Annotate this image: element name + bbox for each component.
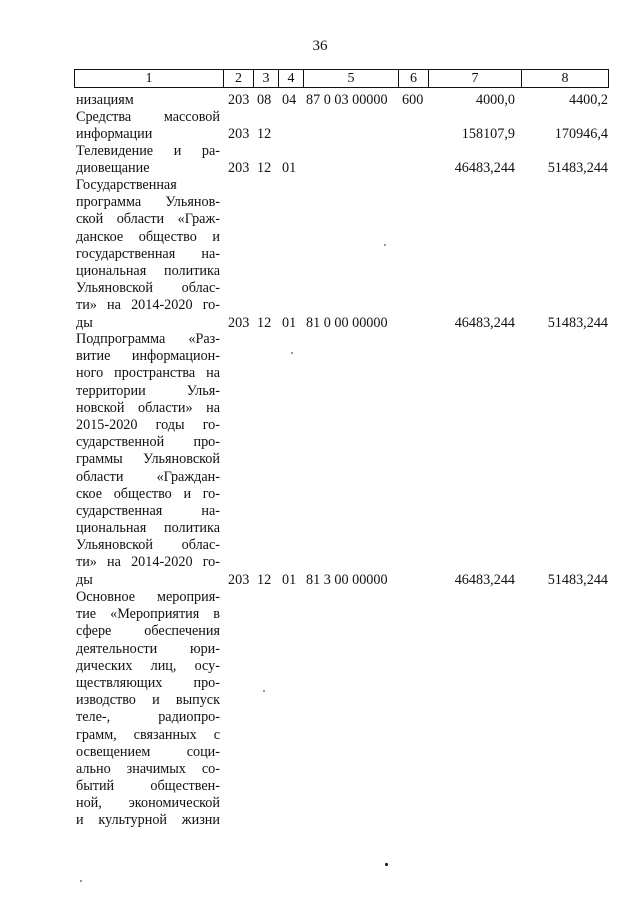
scan-speck <box>80 880 82 882</box>
description-line: тие «Мероприятия в <box>76 606 220 623</box>
row-description <box>76 143 220 177</box>
scan-speck <box>263 690 265 692</box>
description-line: Государственная <box>76 177 177 193</box>
cell-c5: 81 0 00 00000 <box>306 314 388 331</box>
description-line: области «Граждан- <box>76 468 220 485</box>
description-line: ды <box>76 571 93 588</box>
description-line: информации <box>76 126 153 143</box>
description-line: сударственной про- <box>76 434 220 451</box>
cell-c8: 51483,244 <box>547 571 608 588</box>
cell-c7: 46483,244 <box>454 314 515 331</box>
row-description <box>76 589 220 830</box>
cell-c2: 203 <box>228 126 250 143</box>
description-line: витие информацион- <box>76 348 220 365</box>
cell-c2: 203 <box>228 160 250 177</box>
cell-c7: 46483,244 <box>454 571 515 588</box>
description-line: ного пространства на <box>76 365 220 382</box>
description-line: Телевидение и ра- <box>76 143 220 159</box>
row-description <box>76 177 220 332</box>
cell-c3: 12 <box>257 160 272 177</box>
description-line: и культурной жизни <box>76 812 220 829</box>
description-line: бытий обществен- <box>76 778 220 795</box>
description-line: теле-, радиопро- <box>76 709 220 726</box>
cell-c2: 203 <box>228 92 250 108</box>
description-line: циональная политика <box>76 262 220 279</box>
cell-c3: 08 <box>257 92 272 108</box>
description-line: Средства массовой <box>76 109 220 125</box>
cell-c3: 12 <box>257 314 272 331</box>
description-line: ти» на 2014-2020 го- <box>76 554 220 571</box>
header-col-3: 3 <box>253 70 278 87</box>
description-line: ной, экономической <box>76 795 220 812</box>
description-line: 2015-2020 годы го- <box>76 416 220 433</box>
description-line: Ульяновской облас- <box>76 537 220 554</box>
cell-c2: 203 <box>228 314 250 331</box>
description-line: ды <box>76 314 93 331</box>
row-description <box>76 331 220 589</box>
cell-c6: 600 <box>402 92 424 108</box>
description-line: граммы Ульяновской <box>76 451 220 468</box>
cell-c7: 158107,9 <box>461 126 515 143</box>
description-line: данское общество и <box>76 228 220 245</box>
description-line: Подпрограмма «Раз- <box>76 331 220 347</box>
description-line: ществляющих про- <box>76 674 220 691</box>
description-line: освещением соци- <box>76 743 220 760</box>
row-description <box>76 109 220 143</box>
header-col-6: 6 <box>398 70 428 87</box>
description-line: Ульяновской облас- <box>76 280 220 297</box>
scan-speck <box>384 244 386 246</box>
description-line: циональная политика <box>76 520 220 537</box>
table-header-row <box>74 69 609 88</box>
cell-c2: 203 <box>228 571 250 588</box>
description-line: изводство и выпуск <box>76 692 220 709</box>
scan-speck <box>385 863 388 866</box>
description-line: территории Улья- <box>76 382 220 399</box>
cell-c5: 87 0 03 00000 <box>306 92 388 108</box>
description-line: государственная на- <box>76 245 220 262</box>
description-line: сфере обеспечения <box>76 623 220 640</box>
description-line: новской области» на <box>76 399 220 416</box>
cell-c8: 170946,4 <box>554 126 608 143</box>
header-col-1: 1 <box>145 71 153 86</box>
row-description <box>76 92 220 109</box>
description-line: грамм, связанных с <box>76 726 220 743</box>
description-line: ской области «Граж- <box>76 211 220 228</box>
description-line: ально значимых со- <box>76 760 220 777</box>
cell-c8: 51483,244 <box>547 160 608 177</box>
header-col-7: 7 <box>428 70 521 87</box>
page-number: 36 <box>312 38 328 54</box>
description-line: низациям <box>76 92 134 108</box>
description-line: Основное мероприя- <box>76 589 220 605</box>
cell-c4: 01 <box>282 571 297 588</box>
description-line: ти» на 2014-2020 го- <box>76 297 220 314</box>
description-line: диовещание <box>76 160 150 177</box>
cell-c7: 4000,0 <box>475 92 515 108</box>
header-col-8: 8 <box>521 70 608 87</box>
header-col-4: 4 <box>278 70 303 87</box>
cell-c3: 12 <box>257 126 272 143</box>
description-line: дических лиц, осу- <box>76 657 220 674</box>
description-line: сударственная на- <box>76 502 220 519</box>
cell-c8: 4400,2 <box>568 92 608 108</box>
description-line: ское общество и го- <box>76 485 220 502</box>
cell-c5: 81 3 00 00000 <box>306 571 388 588</box>
cell-c3: 12 <box>257 571 272 588</box>
cell-c7: 46483,244 <box>454 160 515 177</box>
description-line: деятельности юри- <box>76 640 220 657</box>
cell-c4: 01 <box>282 314 297 331</box>
cell-c4: 01 <box>282 160 297 177</box>
cell-c4: 04 <box>282 92 297 108</box>
scan-speck <box>291 352 293 354</box>
cell-c8: 51483,244 <box>547 314 608 331</box>
header-col-2: 2 <box>223 70 253 87</box>
description-line: программа Ульянов- <box>76 194 220 211</box>
header-col-5: 5 <box>303 70 398 87</box>
